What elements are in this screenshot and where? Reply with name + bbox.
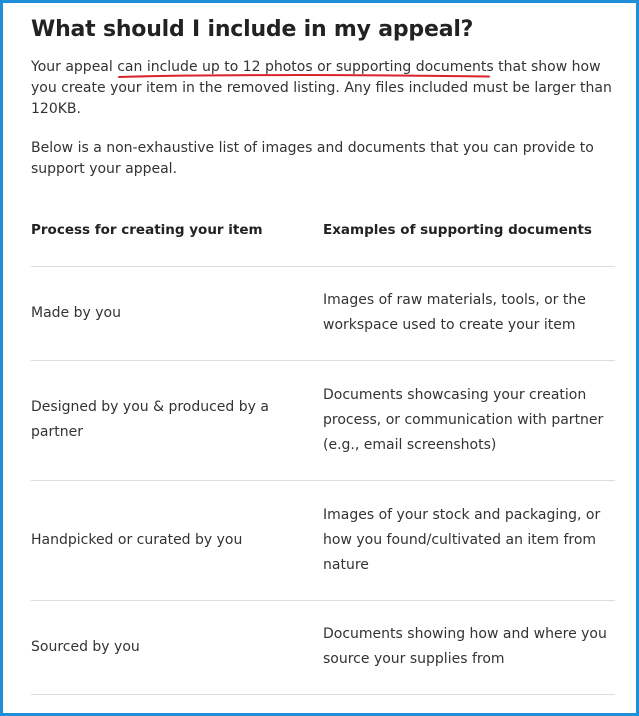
table-cell-process: Designed by you & produced by a partner	[31, 399, 269, 440]
table-divider	[31, 480, 615, 481]
table-cell-examples: Documents showcasing your creation process, or communication with partner (e.g., email screenshots)	[323, 387, 604, 453]
table-divider	[31, 694, 615, 695]
intro-text-start: Your appeal	[31, 59, 118, 75]
highlighted-text: can include up to 12 photos or supporting documents	[117, 59, 494, 75]
table-cell-process: Sourced by you	[31, 639, 140, 655]
page-title: What should I include in my appeal?	[31, 17, 474, 42]
intro-text-end: that show how you create your item in the removed listing. Any files included must be larger than 120KB.	[31, 59, 612, 117]
table-divider	[31, 266, 615, 267]
table-cell-examples: Images of your stock and packaging, or how you found/cultivated an item from nature	[323, 507, 601, 573]
intro-paragraph	[31, 57, 615, 120]
table-header-process: Process for creating your item	[31, 222, 263, 238]
table-cell-examples: Documents showing how and where you source your supplies from	[323, 626, 607, 667]
table-cell-examples: Images of raw materials, tools, or the workspace used to create your item	[323, 292, 586, 333]
table-divider	[31, 600, 615, 601]
table-header-examples: Examples of supporting documents	[323, 222, 592, 238]
red-underline-annotation	[118, 73, 490, 79]
list-intro-paragraph: Below is a non-exhaustive list of images and documents that you can provide to support your appeal.	[31, 140, 594, 177]
table-cell-process: Made by you	[31, 305, 121, 321]
table-divider	[31, 360, 615, 361]
table-cell-process: Handpicked or curated by you	[31, 532, 243, 548]
